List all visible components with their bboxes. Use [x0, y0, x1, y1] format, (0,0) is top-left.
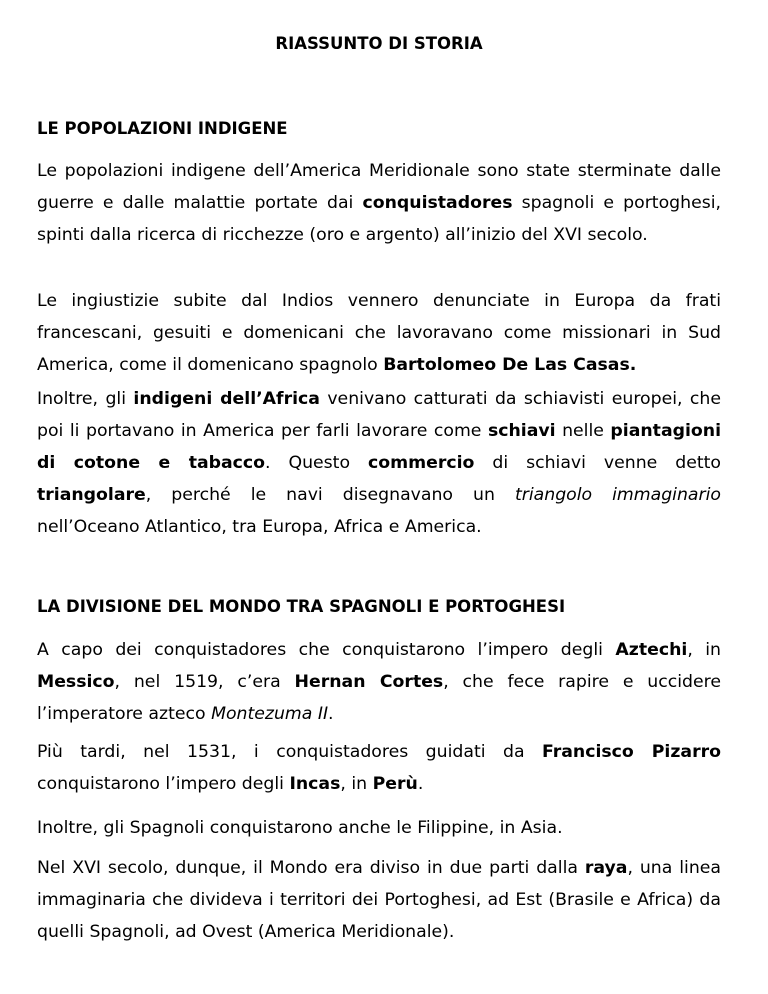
- text-run: , in: [687, 640, 721, 660]
- italic-term: triangolo immaginario: [514, 485, 721, 505]
- text-run: conquistarono l’impero degli: [37, 774, 290, 794]
- text-run: , che fece rapire e uccidere l’imperatore azteco: [37, 672, 721, 724]
- bold-term: Perù: [372, 774, 418, 794]
- bold-term: Bartolomeo De Las Casas.: [383, 355, 637, 375]
- text-run: , una linea immaginaria che divideva i territori dei Portoghesi, ad Est (Brasile e Africa) da quelli Spagnoli, ad Ovest (America Meridionale).: [37, 858, 721, 942]
- paragraph-raya-division: [37, 852, 721, 948]
- bold-term: commercio: [367, 453, 475, 473]
- paragraph-indigenous-extermination: [37, 155, 721, 251]
- text-run: Inoltre, gli Spagnoli conquistarono anche le Filippine, in Asia.: [37, 818, 563, 838]
- text-run: .: [328, 704, 334, 724]
- document-title: RIASSUNTO DI STORIA: [275, 34, 483, 53]
- text-run: venivano catturati da schiavisti europei, che poi li portavano in America per farli lavorare come: [37, 389, 722, 441]
- paragraph-triangular-trade: [37, 383, 721, 543]
- text-run: , nel 1519, c’era: [114, 672, 295, 692]
- text-run: nell’Oceano Atlantico, tra Europa, Africa e America.: [37, 517, 482, 537]
- bold-term: conquistadores: [362, 193, 513, 213]
- text-run: .: [417, 774, 424, 794]
- paragraph-philippines: [37, 812, 721, 844]
- text-run: , perché le navi disegnavano un: [145, 485, 515, 505]
- text-run: , in: [340, 774, 373, 794]
- text-run: . Questo: [265, 453, 368, 473]
- paragraph-inca-conquest: [37, 736, 721, 800]
- italic-term: Montezuma II: [211, 704, 329, 724]
- text-run: A capo dei conquistadores che conquistarono l’impero degli: [37, 640, 616, 660]
- text-run: Inoltre, gli: [37, 389, 134, 409]
- bold-term: Incas: [289, 774, 341, 794]
- bold-term: raya: [584, 858, 628, 878]
- bold-term: Messico: [37, 672, 115, 692]
- section-heading-indigenous-populations: LE POPOLAZIONI INDIGENE: [37, 119, 288, 138]
- paragraph-injustices-denounced: [37, 285, 721, 381]
- text-run: di schiavi venne detto: [474, 453, 721, 473]
- bold-term: Hernan Cortes: [294, 672, 444, 692]
- paragraph-aztec-conquest: [37, 634, 721, 730]
- bold-term: piantagioni di cotone e tabacco: [37, 421, 721, 473]
- bold-term: schiavi: [487, 421, 556, 441]
- text-run: Le popolazioni indigene dell’America Meridionale sono state sterminate dalle guerre e dalle malattie portate dai: [37, 161, 721, 213]
- text-run: spagnoli e portoghesi, spinti dalla ricerca di ricchezze (oro e argento) all’inizio del XVI secolo.: [37, 193, 722, 245]
- bold-term: triangolare: [37, 485, 146, 505]
- text-run: Più tardi, nel 1531, i conquistadores guidati da: [37, 742, 543, 762]
- bold-term: indigeni dell’Africa: [133, 389, 320, 409]
- bold-term: Francisco Pizarro: [542, 742, 721, 762]
- section-heading-division-of-world: LA DIVISIONE DEL MONDO TRA SPAGNOLI E PORTOGHESI: [37, 597, 566, 616]
- text-run: nelle: [555, 421, 611, 441]
- text-run: Le ingiustizie subite dal Indios vennero denunciate in Europa da frati francescani, gesuiti e domenicani che lavoravano come missionari in Sud America, come il domenicano spagnolo: [37, 291, 721, 375]
- bold-term: Aztechi: [615, 640, 688, 660]
- text-run: Nel XVI secolo, dunque, il Mondo era diviso in due parti dalla: [37, 858, 585, 878]
